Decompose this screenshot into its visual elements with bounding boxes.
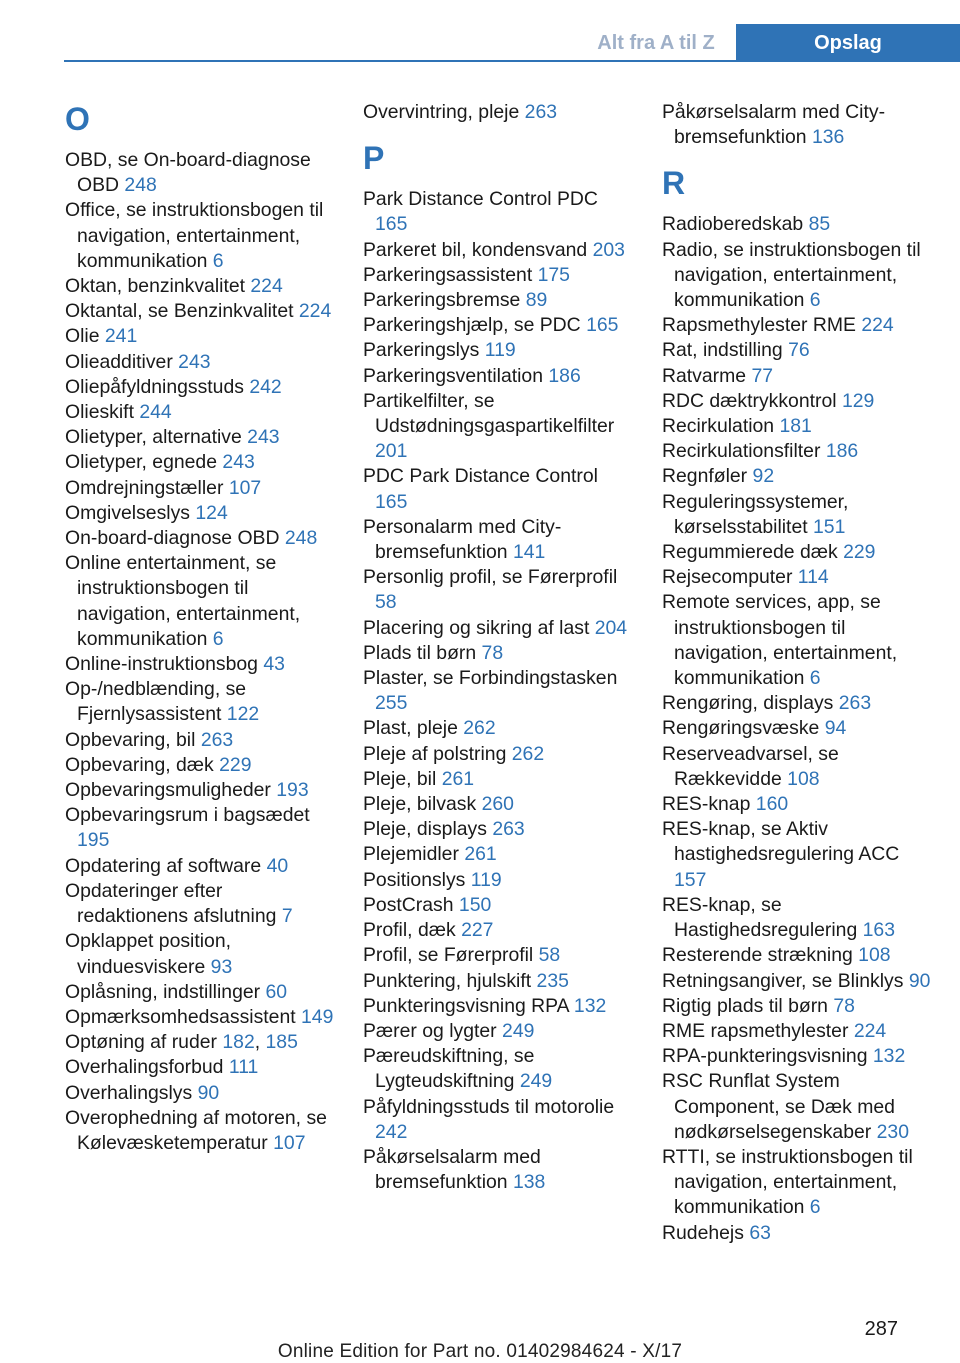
index-entry-text: Opdateringer efter redaktionens afslutning — [65, 879, 277, 928]
page-link[interactable]: 263 — [492, 818, 525, 841]
index-entry — [65, 148, 335, 198]
index-column-2 — [363, 100, 633, 1195]
page-link[interactable]: 193 — [276, 779, 309, 802]
page-link[interactable]: 119 — [484, 339, 516, 362]
index-column-3 — [662, 100, 932, 1246]
index-entry — [363, 515, 633, 565]
index-entry-text: OBD, se On-board-diagnose OBD — [65, 149, 311, 197]
page-link[interactable]: 165 — [375, 213, 408, 236]
page-link[interactable]: 263 — [524, 101, 558, 123]
index-entry-text: Rengøring, displays — [662, 692, 834, 715]
page-link[interactable]: 43 — [263, 653, 285, 676]
index-entry-text: Plejemidler — [363, 843, 459, 866]
page-link[interactable]: 132 — [573, 994, 607, 1017]
index-entry-text: Online entertainment, se instruktionsbogen til navigation, entertainment, kommunikation — [65, 552, 301, 650]
page-link[interactable]: 111 — [228, 1056, 259, 1079]
section-title: Alt fra A til Z — [597, 31, 715, 54]
index-entry — [65, 299, 335, 324]
page-link[interactable]: 122 — [226, 703, 260, 726]
page-link[interactable]: 262 — [463, 717, 496, 740]
index-entry — [65, 501, 335, 526]
page-link[interactable]: 227 — [461, 919, 494, 942]
index-entry-text: Parkeringslys — [363, 339, 480, 362]
index-entry — [65, 1106, 335, 1156]
page-link[interactable]: 90 — [197, 1081, 220, 1104]
index-entry — [662, 1069, 932, 1145]
page-link[interactable]: 6 — [809, 1196, 821, 1219]
index-entry-text: Punkteringsvisning RPA — [363, 994, 569, 1017]
index-entry — [662, 490, 932, 540]
index-entry-text: Olieadditiver — [65, 350, 173, 373]
page-link[interactable]: 249 — [519, 1070, 553, 1093]
index-entry-text: Oplåsning, indstillinger — [65, 980, 261, 1003]
index-entry-text: Partikelfilter, se Udstødningsgaspartikelfilter — [363, 389, 615, 438]
page-link[interactable]: 249 — [502, 1019, 535, 1042]
index-entry — [363, 338, 633, 363]
index-entry — [363, 565, 633, 615]
page-link[interactable]: 248 — [124, 174, 157, 197]
index-entry — [363, 969, 633, 994]
index-entry-text: Remote services, app, se instruktionsbogen til navigation, entertainment, kommunikation — [662, 591, 898, 690]
page-link[interactable]: 224 — [861, 314, 894, 337]
index-entry-text: Personlig profil, se Førerprofil — [363, 566, 618, 589]
index-entry-text: Recirkulation — [662, 415, 775, 438]
index-entry: Optøning af ruder 182, 185 — [65, 1031, 298, 1054]
index-entry-text: Påkørselsalarm med City-bremsefunktion — [662, 101, 886, 149]
index-entry-text: Overhalingsforbud — [65, 1056, 224, 1079]
page-link[interactable]: 58 — [375, 591, 397, 614]
index-letter-heading: R — [662, 165, 686, 202]
index-entry-text: Rapsmethylester RME — [662, 314, 856, 337]
index-entry — [662, 100, 932, 150]
index-entry-text: On-board-diagnose OBD — [65, 527, 280, 550]
index-entry-text: Positionslys — [363, 868, 466, 891]
index-entry — [65, 652, 335, 677]
index-entry-text: Opbevaring, bil — [65, 728, 196, 751]
index-entry-text: Recirkulationsfilter — [662, 440, 821, 463]
index-entry — [662, 893, 932, 943]
index-entry-text: Rat, indstilling — [662, 339, 783, 362]
index-entry — [662, 716, 932, 741]
index-entry-text: PostCrash — [363, 893, 454, 916]
index-entry — [65, 929, 335, 979]
index-entry-text: Profil, se Førerprofil — [363, 944, 534, 967]
index-entry-text: Olietyper, egnede — [65, 451, 218, 474]
page-link[interactable]: 90 — [908, 969, 931, 992]
page-link[interactable]: 6 — [809, 667, 821, 690]
index-entry-text: Reguleringssystemer, kørselsstabilitet — [662, 490, 849, 538]
index-entry-text: Olieskift — [65, 401, 134, 424]
index-entry — [65, 400, 335, 425]
index-entry-text: Overhalingslys — [65, 1081, 193, 1104]
page-link[interactable]: 255 — [375, 692, 408, 715]
index-entry-text: Rudehejs — [662, 1221, 744, 1244]
page-link[interactable]: 163 — [862, 919, 895, 942]
page-link[interactable]: 186 — [548, 364, 581, 387]
index-entry-text: Pleje, displays — [363, 818, 487, 841]
page-link[interactable]: 138 — [512, 1171, 546, 1194]
page-link[interactable]: 124 — [195, 501, 228, 524]
index-entry — [363, 464, 633, 514]
index-entry-text: RPA-punkteringsvisning — [662, 1045, 868, 1068]
index-entry — [363, 641, 633, 666]
page-link[interactable]: 230 — [876, 1120, 909, 1143]
page-link[interactable]: 6 — [212, 249, 224, 272]
page-link[interactable]: 243 — [247, 426, 280, 449]
index-entry — [65, 324, 335, 349]
index-entry — [662, 389, 932, 414]
index-entry-text: Regnføler — [662, 465, 748, 488]
index-entry-text: Opklappet position, vinduesviskere — [65, 930, 232, 978]
page-link[interactable]: 242 — [375, 1120, 408, 1143]
index-entry — [363, 313, 633, 338]
index-entry — [363, 666, 633, 716]
page-link[interactable]: 241 — [104, 325, 138, 348]
page-link[interactable]: 151 — [813, 515, 846, 538]
page-link[interactable]: 242 — [249, 375, 282, 398]
index-entry-text: Punktering, hjulskift — [363, 969, 532, 992]
index-entry-text: Optøning af ruder — [65, 1031, 217, 1054]
index-entry-text: Plaster, se Forbindingstasken — [363, 667, 618, 690]
index-entry — [363, 263, 633, 288]
index-entry-text: Reserveadvarsel, se Rækkevidde — [662, 742, 839, 790]
index-entry — [65, 526, 335, 551]
page-link[interactable]: 262 — [511, 742, 545, 765]
index-entry-text: RME rapsmethylester — [662, 1019, 849, 1042]
page-link[interactable]: 165 — [586, 314, 619, 337]
page-link[interactable]: 114 — [797, 566, 829, 589]
page-header — [0, 0, 960, 62]
index-entry-text: Rigtig plads til børn — [662, 994, 828, 1017]
index-entry — [363, 616, 633, 641]
index-entry — [65, 1055, 335, 1080]
page-link[interactable]: 185 — [265, 1031, 298, 1054]
index-entry-text: Personalarm med City-bremsefunktion — [363, 515, 562, 564]
index-entry — [662, 364, 932, 389]
page-link[interactable]: 235 — [536, 969, 569, 992]
index-entry-text: Overophedning af motoren, se Kølevæsketemperatur — [65, 1106, 327, 1154]
page-link[interactable]: 60 — [265, 980, 288, 1003]
page-link[interactable]: 136 — [811, 126, 845, 149]
index-entry-text: Olie — [65, 325, 100, 348]
page-link[interactable]: 108 — [787, 767, 820, 790]
index-entry-text: Parkeringshjælp, se PDC — [363, 314, 581, 337]
index-entry — [65, 450, 335, 475]
index-letter-heading: P — [363, 140, 385, 177]
index-entry — [363, 1145, 633, 1195]
index-entry — [662, 969, 932, 994]
index-entry — [662, 590, 932, 691]
index-entry-text: Omgivelseslys — [65, 501, 190, 524]
index-entry — [65, 980, 335, 1005]
index-entry — [662, 1019, 932, 1044]
page-link[interactable]: 229 — [219, 753, 252, 776]
index-entry-text: Park Distance Control PDC — [363, 188, 598, 211]
index-entry — [363, 1044, 633, 1094]
page-link[interactable]: 182 — [222, 1031, 255, 1054]
index-entry — [65, 677, 335, 727]
index-entry — [363, 792, 633, 817]
index-entry — [65, 198, 335, 274]
index-entry — [363, 742, 633, 767]
index-entry — [662, 817, 932, 893]
index-entry-text: RES-knap, se Aktiv hastighedsregulering ACC — [662, 818, 900, 866]
page-link[interactable]: 261 — [441, 767, 475, 790]
index-entry-text: Online-instruktionsbog — [65, 653, 258, 676]
page-link[interactable]: 243 — [222, 451, 255, 474]
index-entry-text: Regummierede dæk — [662, 541, 838, 564]
index-entry — [363, 238, 633, 263]
page-link[interactable]: 243 — [178, 350, 211, 373]
index-entry-text: Olietyper, alternative — [65, 426, 242, 449]
index-entry — [662, 238, 932, 314]
index-entry — [662, 540, 932, 565]
page-link[interactable]: 94 — [824, 717, 847, 740]
page-link[interactable]: 78 — [833, 994, 855, 1017]
index-entry — [363, 100, 633, 125]
index-entry-text: RSC Runflat System Component, se Dæk med nødkørselsegenskaber — [662, 1070, 895, 1143]
index-entry — [662, 994, 932, 1019]
page-link[interactable]: 150 — [458, 893, 492, 916]
index-entry — [662, 565, 932, 590]
page-link[interactable]: 263 — [838, 692, 872, 715]
page-link[interactable]: 63 — [749, 1221, 771, 1244]
index-entry — [662, 338, 932, 363]
index-entry — [65, 753, 335, 778]
index-entry-text: Pleje, bilvask — [363, 793, 477, 816]
page-number: 287 — [864, 1318, 898, 1340]
index-entry-text: Parkeringsventilation — [363, 364, 543, 387]
index-entry-text: Office, se instruktionsbogen til navigation, entertainment, kommunikation — [65, 199, 324, 272]
index-entry-text: Parkeringsbremse — [363, 289, 521, 312]
page-link[interactable]: 132 — [872, 1045, 906, 1068]
index-entry-text: Opbevaringsmuligheder — [65, 779, 271, 802]
index-entry — [662, 943, 932, 968]
index-entry-text: Placering og sikring af last — [363, 616, 590, 639]
index-entry — [65, 778, 335, 803]
index-entry-text: Pæreudskiftning, se Lygteudskiftning — [363, 1045, 535, 1093]
page-link[interactable]: 244 — [139, 401, 172, 424]
page-link[interactable]: 119 — [470, 868, 502, 891]
index-entry — [662, 439, 932, 464]
index-entry-text: Oktan, benzinkvalitet — [65, 275, 245, 298]
index-entry-text: RTTI, se instruktionsbogen til navigation, entertainment, kommunikation — [662, 1145, 913, 1219]
index-entry — [65, 1081, 335, 1106]
index-entry-text: Opbevaringsrum i bagsædet — [65, 804, 310, 827]
index-entry — [65, 854, 335, 879]
index-entry-text: Opbevaring, dæk — [65, 753, 214, 776]
index-entry — [662, 1044, 932, 1069]
index-entry — [363, 893, 633, 918]
index-entry-text: RDC dæktrykkontrol — [662, 389, 837, 412]
index-entry — [363, 767, 633, 792]
index-entry — [65, 274, 335, 299]
index-entry — [65, 1005, 335, 1030]
index-entry-text: Omdrejningstæller — [65, 476, 224, 499]
page-link[interactable]: 165 — [375, 490, 408, 513]
page-link[interactable]: 6 — [212, 627, 224, 650]
index-entry-text: Resterende strækning — [662, 944, 853, 967]
index-entry-text: Opmærksomhedsassistent — [65, 1005, 296, 1028]
index-column-1 — [65, 100, 335, 1156]
index-entry — [65, 375, 335, 400]
index-entry-text: Parkeringsassistent — [363, 263, 533, 286]
index-entry-text: Påfyldningsstuds til motorolie — [363, 1095, 615, 1118]
index-entry-text: Oliepåfyldningsstuds — [65, 375, 244, 398]
page-link[interactable]: 76 — [788, 339, 810, 362]
index-entry-text: Plast, pleje — [363, 717, 458, 740]
page-link[interactable]: 93 — [210, 955, 233, 978]
page-link[interactable]: 186 — [825, 440, 859, 463]
index-entry-text: Parkeret bil, kondensvand — [363, 238, 588, 261]
page-link[interactable]: 141 — [512, 541, 546, 564]
index-entry — [363, 1095, 633, 1145]
index-entry-text: RES-knap — [662, 793, 751, 816]
index-entry-text: RES-knap, se Hastighedsregulering — [662, 893, 858, 942]
index-entry — [65, 476, 335, 501]
page-link[interactable]: 107 — [273, 1131, 306, 1154]
index-entry — [65, 350, 335, 375]
index-entry — [662, 212, 932, 237]
header-rule — [64, 60, 960, 62]
page-link[interactable]: 195 — [77, 829, 110, 852]
page-link[interactable]: 224 — [298, 300, 332, 323]
page-link[interactable]: 160 — [755, 793, 789, 816]
index-entry-text: Plads til børn — [363, 641, 477, 664]
page-link[interactable]: 89 — [525, 289, 548, 312]
index-entry-text: Oktantal, se Benzinkvalitet — [65, 300, 294, 323]
index-entry — [363, 1019, 633, 1044]
index-entry — [65, 803, 335, 853]
page-link[interactable]: 248 — [284, 527, 318, 550]
page-link[interactable]: 201 — [375, 440, 408, 463]
page-link[interactable]: 77 — [751, 364, 774, 387]
index-entry — [662, 1145, 932, 1221]
index-entry-text: Pærer og lygter — [363, 1019, 497, 1042]
index-entry — [662, 792, 932, 817]
page-link[interactable]: 7 — [281, 905, 293, 928]
page-link[interactable]: 224 — [250, 275, 283, 298]
index-entry — [662, 691, 932, 716]
index-entry — [65, 425, 335, 450]
index-entry — [65, 551, 335, 652]
footer-edition: Online Edition for Part no. 01402984624 - X/17 — [277, 1341, 683, 1362]
page-link[interactable]: 6 — [809, 289, 821, 312]
index-letter-heading: O — [65, 101, 90, 137]
page-link[interactable]: 78 — [481, 641, 504, 664]
page-link[interactable]: 204 — [594, 616, 628, 639]
index-entry — [363, 288, 633, 313]
page-link[interactable]: 107 — [228, 476, 262, 499]
page-link[interactable]: 260 — [481, 793, 514, 816]
index-entry-text: Pleje, bil — [363, 767, 437, 790]
index-entry — [662, 414, 932, 439]
index-entry — [363, 918, 633, 943]
chapter-tab[interactable]: Opslag — [736, 24, 960, 62]
page-link[interactable]: 175 — [537, 263, 570, 286]
index-entry-text: Pleje af polstring — [363, 742, 507, 765]
page-link[interactable]: 157 — [674, 868, 707, 891]
index-entry — [363, 943, 633, 968]
index-entry — [662, 742, 932, 792]
index-entry — [363, 868, 633, 893]
index-entry-text: Rengøringsvæske — [662, 717, 820, 740]
page-link[interactable]: 149 — [301, 1005, 334, 1028]
index-entry-text: Retningsangiver, se Blinklys — [662, 969, 904, 992]
page-link[interactable]: 224 — [853, 1019, 887, 1042]
page-link[interactable]: 261 — [464, 843, 497, 866]
index-entry — [363, 994, 633, 1019]
index-entry — [662, 313, 932, 338]
index-entry-text: Overvintring, pleje — [363, 101, 520, 123]
index-entry-text: Ratvarme — [662, 364, 747, 387]
page-link[interactable]: 108 — [858, 944, 891, 967]
index-entry — [363, 389, 633, 465]
index-entry-text: Radioberedskab — [662, 213, 804, 236]
page-link[interactable]: 92 — [752, 465, 775, 488]
index-entry — [363, 364, 633, 389]
page-link[interactable]: 181 — [779, 415, 812, 438]
index-entry — [363, 817, 633, 842]
page-link[interactable]: 263 — [200, 728, 234, 751]
page-link[interactable]: 40 — [266, 854, 289, 877]
index-entry-text: Op-/nedblænding, se Fjernlysassistent — [65, 678, 247, 726]
page-link[interactable]: 129 — [841, 389, 875, 412]
index-entry — [363, 187, 633, 237]
index-entry-text: Radio, se instruktionsbogen til navigation, entertainment, kommunikation — [662, 238, 921, 312]
index-entry-text: Profil, dæk — [363, 919, 456, 942]
index-entry — [662, 1221, 932, 1246]
index-entry — [363, 716, 633, 741]
index-entry-text: Påkørselsalarm med bremsefunktion — [363, 1145, 541, 1194]
page-link[interactable]: 203 — [592, 238, 625, 261]
index-entry — [662, 464, 932, 489]
page-link[interactable]: 229 — [843, 541, 876, 564]
page-link[interactable]: 58 — [538, 944, 561, 967]
page-link[interactable]: 85 — [808, 213, 831, 236]
index-entry-text: Opdatering af software — [65, 854, 262, 877]
index-entry-text: PDC Park Distance Control — [363, 465, 598, 488]
index-entry — [363, 842, 633, 867]
index-entry-text: Rejsecomputer — [662, 566, 793, 589]
index-entry — [65, 879, 335, 929]
index-entry — [65, 728, 335, 753]
